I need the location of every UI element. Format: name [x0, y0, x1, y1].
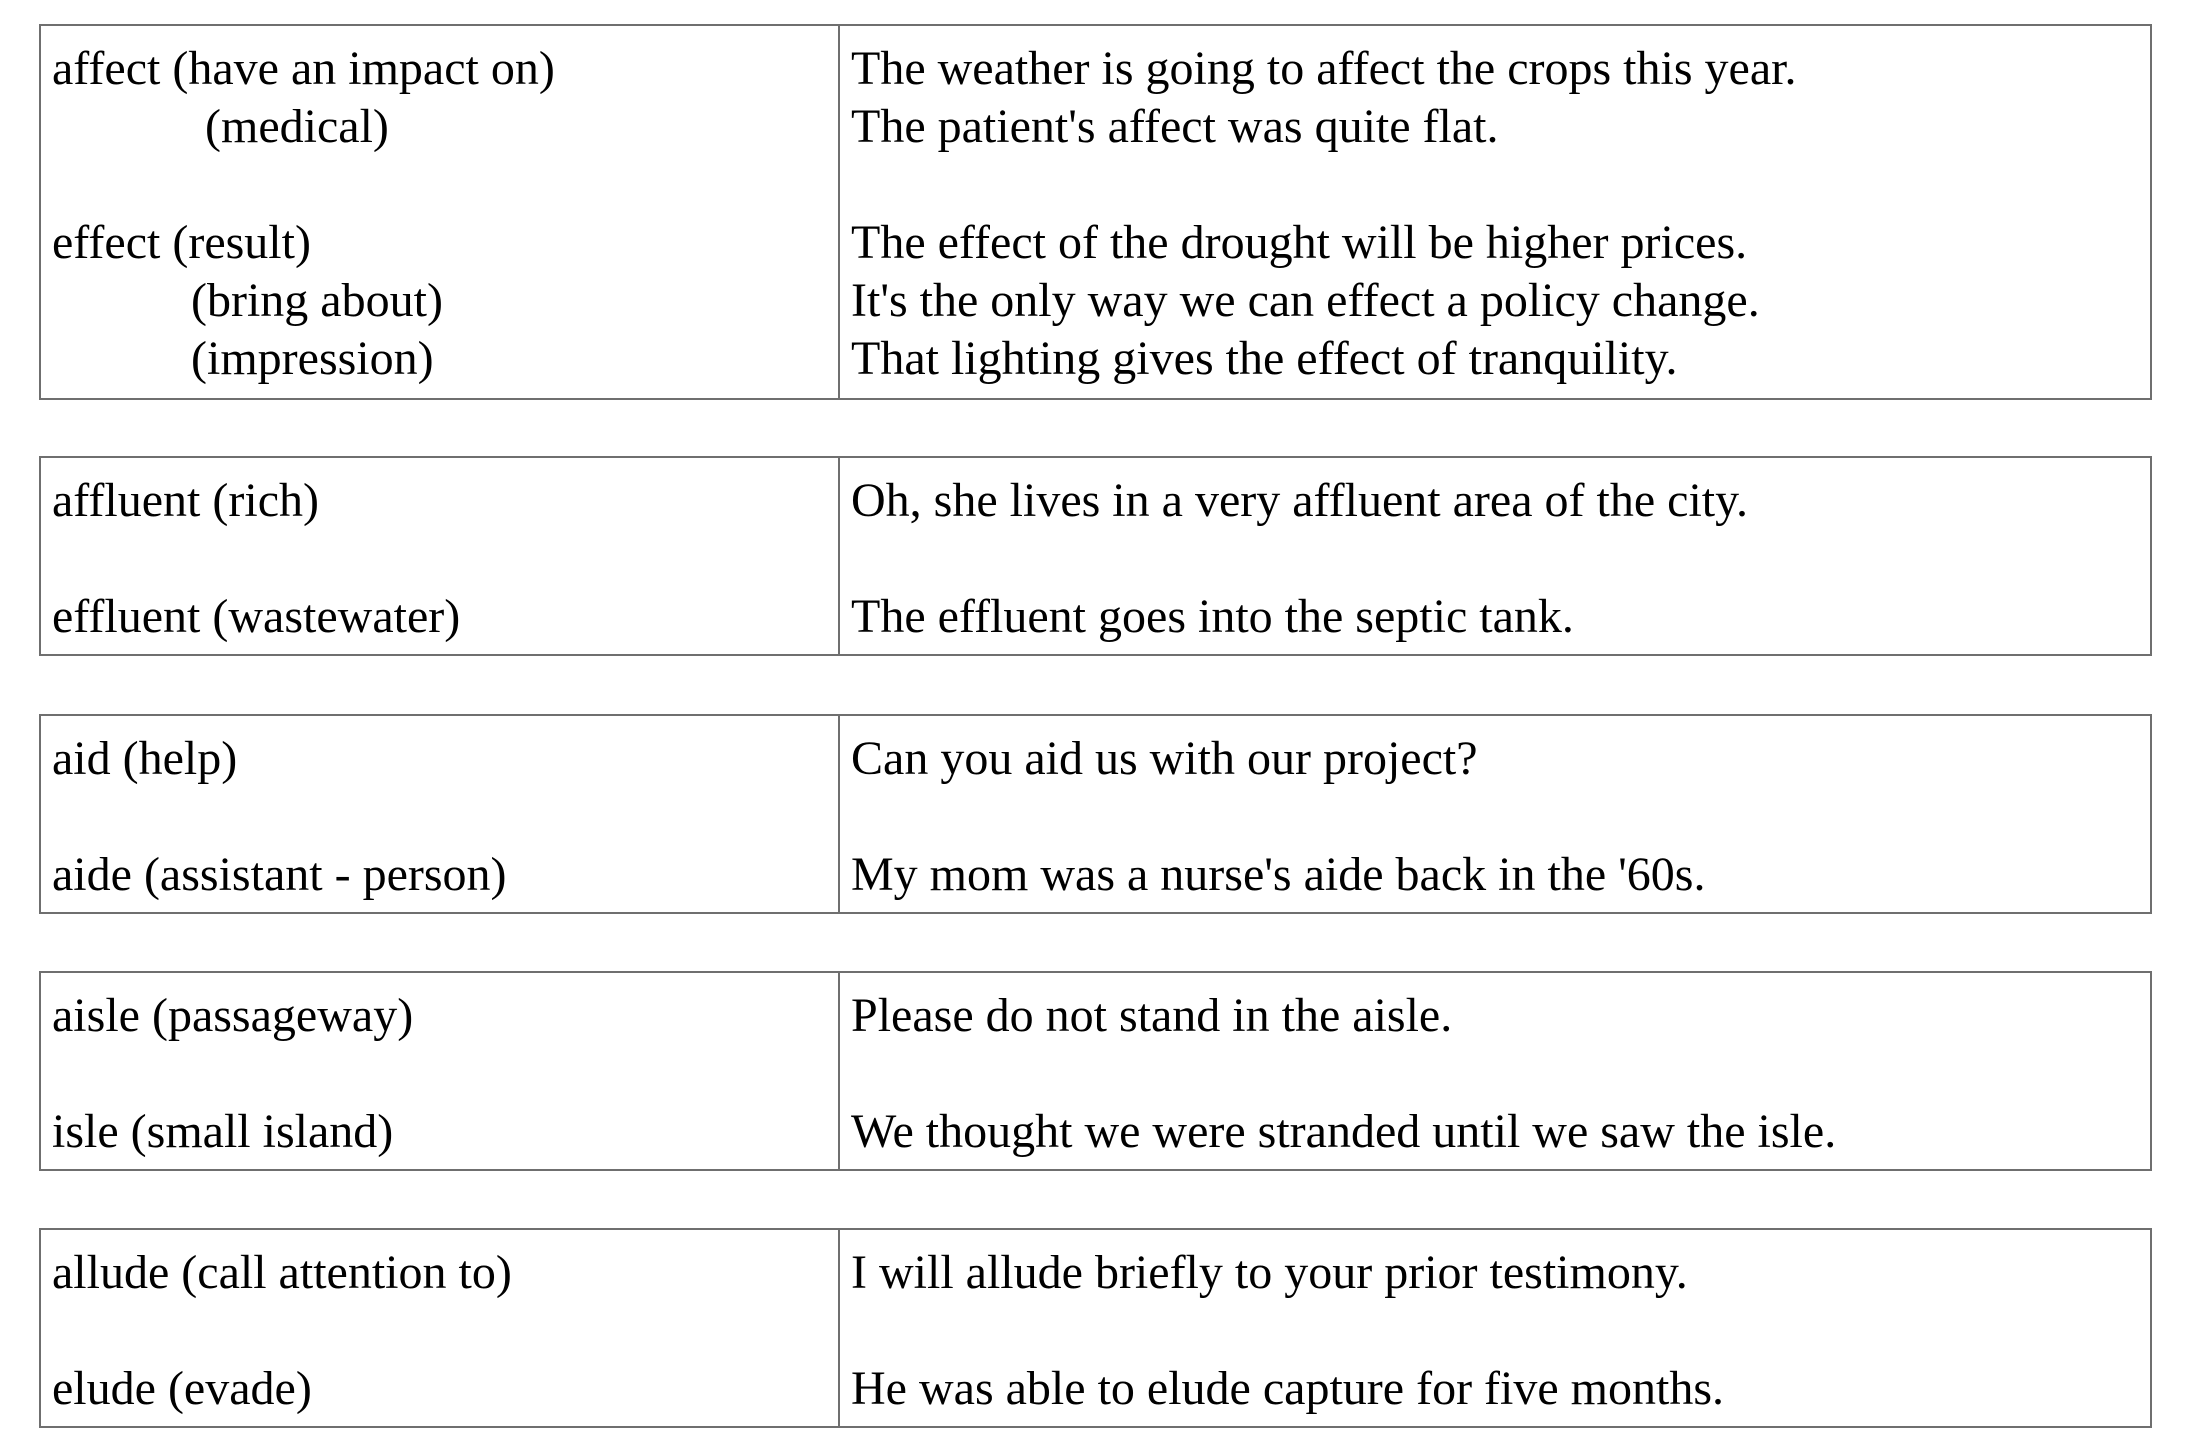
term-line: (bring about) — [191, 274, 443, 327]
term-line: aide (assistant - person) — [52, 848, 507, 901]
word-pair-card-aid-aide — [39, 714, 2152, 914]
term-line: aid (help) — [52, 732, 238, 785]
example-sentence: It's the only way we can effect a policy change. — [851, 274, 1760, 327]
example-sentence: My mom was a nurse's aide back in the '60s. — [851, 848, 1706, 901]
term-column — [41, 458, 840, 654]
term-line: affluent (rich) — [52, 474, 319, 527]
example-sentence: He was able to elude capture for five months. — [851, 1362, 1725, 1415]
word-pair-card-allude-elude — [39, 1228, 2152, 1428]
example-sentence: Oh, she lives in a very affluent area of the city. — [851, 474, 1748, 527]
example-column — [840, 716, 2150, 912]
term-line: elude (evade) — [52, 1362, 312, 1415]
term-line: (medical) — [205, 100, 389, 153]
example-sentence: The effluent goes into the septic tank. — [851, 590, 1574, 643]
example-sentence: The patient's affect was quite flat. — [851, 100, 1499, 153]
example-sentence: Please do not stand in the aisle. — [851, 989, 1453, 1042]
word-pair-card-affluent-effluent — [39, 456, 2152, 656]
example-sentence: Can you aid us with our project? — [851, 732, 1478, 785]
example-sentence: I will allude briefly to your prior testimony. — [851, 1246, 1688, 1299]
example-column — [840, 973, 2150, 1169]
example-sentence: The effect of the drought will be higher prices. — [851, 216, 1748, 269]
term-line: aisle (passageway) — [52, 989, 414, 1042]
term-line: allude (call attention to) — [52, 1246, 512, 1299]
example-column — [840, 26, 2150, 398]
example-sentence: We thought we were stranded until we saw the isle. — [851, 1105, 1837, 1158]
example-column — [840, 458, 2150, 654]
term-line: isle (small island) — [52, 1105, 394, 1158]
example-sentence: The weather is going to affect the crops this year. — [851, 42, 1797, 95]
example-column — [840, 1230, 2150, 1426]
word-pair-card-aisle-isle — [39, 971, 2152, 1171]
term-line: (impression) — [191, 332, 434, 385]
term-line: affect (have an impact on) — [52, 42, 555, 95]
example-sentence: That lighting gives the effect of tranquility. — [851, 332, 1678, 385]
term-column — [41, 973, 840, 1169]
word-pair-card-affect-effect — [39, 24, 2152, 400]
term-column — [41, 716, 840, 912]
term-line: effluent (wastewater) — [52, 590, 461, 643]
term-column — [41, 26, 840, 398]
term-column — [41, 1230, 840, 1426]
term-line: effect (result) — [52, 216, 311, 269]
